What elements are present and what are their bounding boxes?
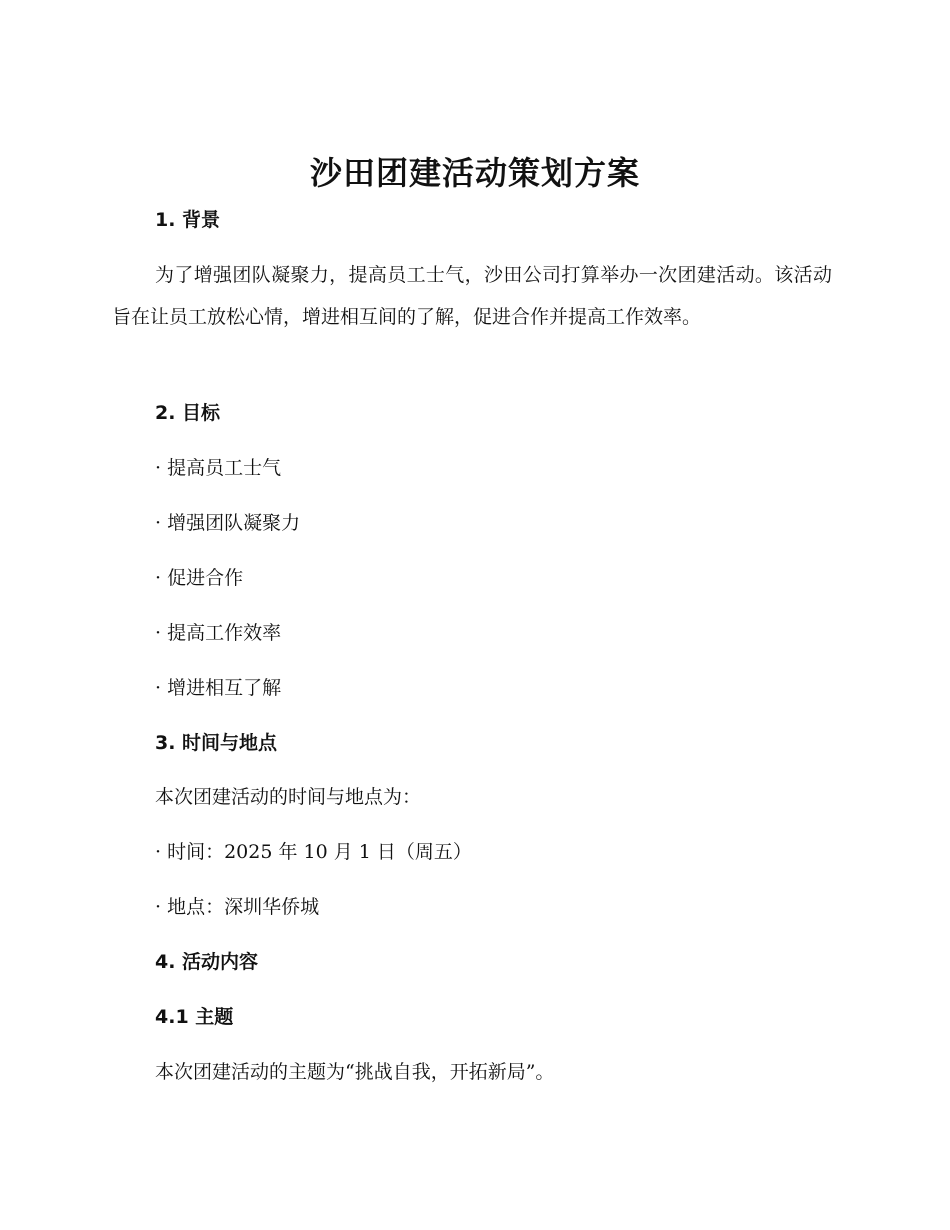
- subsection-heading-theme: 4.1 主题: [155, 1006, 234, 1028]
- goal-item: · 增进相互了解: [155, 673, 281, 703]
- time-item: · 时间：2025 年 10 月 1 日（周五）: [155, 837, 472, 867]
- goal-item: · 提高员工士气: [155, 453, 281, 483]
- time-place-intro: 本次团建活动的时间与地点为：: [155, 786, 422, 808]
- section-heading-background: 1. 背景: [155, 209, 221, 231]
- section-heading-content: 4. 活动内容: [155, 951, 259, 973]
- document-title: 沙田团建活动策划方案: [309, 154, 640, 192]
- section-heading-goals: 2. 目标: [155, 402, 221, 424]
- place-item: · 地点：深圳华侨城: [155, 892, 319, 922]
- background-paragraph: 为了增强团队凝聚力，提高员工士气，沙田公司打算举办一次团建活动。该活动旨在让员工放松心情，增进相互间的了解，促进合作并提高工作效率。: [112, 264, 832, 328]
- goal-item: · 提高工作效率: [155, 618, 281, 648]
- goal-item: · 促进合作: [155, 563, 243, 593]
- theme-text: 本次团建活动的主题为“挑战自我，开拓新局”。: [155, 1061, 555, 1083]
- goal-item: · 增强团队凝聚力: [155, 508, 300, 538]
- section-heading-time-place: 3. 时间与地点: [155, 732, 278, 754]
